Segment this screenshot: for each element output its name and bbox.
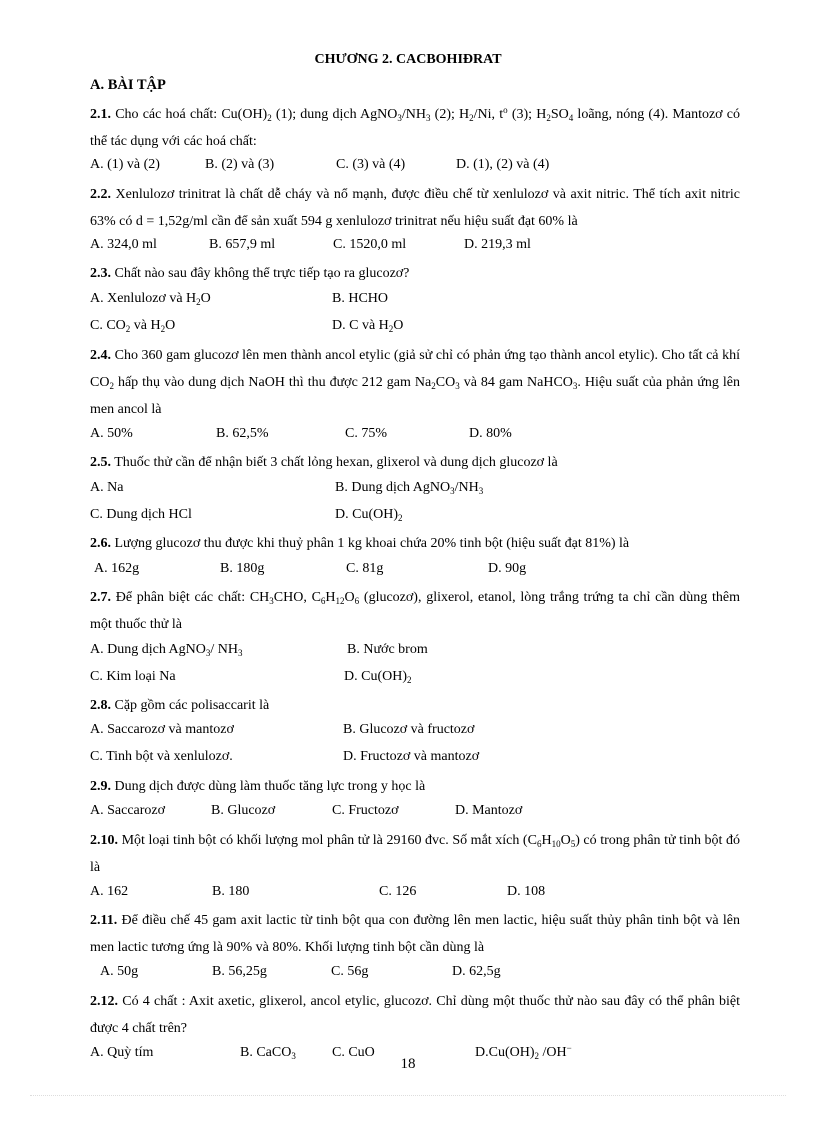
option-c[interactable]: C. Tinh bột và xenlulozơ.: [90, 749, 233, 764]
option-d[interactable]: D. $Cu(OH)_2$: [335, 507, 403, 523]
question-number: 2.12.: [90, 994, 118, 1009]
question-number: 2.10.: [90, 833, 118, 848]
options-2-11: [90, 964, 750, 984]
option-a[interactable]: A. 50g: [100, 964, 139, 979]
question-number: 2.8.: [90, 698, 111, 713]
option-a[interactable]: A. Dung dịch AgNO$_3$/ $NH_3$: [90, 642, 243, 658]
options-2-8-row2: [90, 749, 750, 769]
option-c[interactable]: C. Dung dịch HCl: [90, 507, 192, 522]
question-number: 2.6.: [90, 536, 111, 551]
options-2-5-row2: [90, 507, 750, 527]
options-2-3-row2: [90, 318, 750, 338]
option-a[interactable]: A. 50%: [90, 426, 133, 441]
question-2-4: 2.4. Cho 360 gam glucozơ lên men thành ancol etylic (giả sử chỉ có phản ứng tạo thành ancol etylic). Cho tất cả khí $CO_2$ hấp thụ vào dung dịch NaOH thì thu được 212 gam $Na_2CO_3$ và 84 gam NaHCO$_3$. Hiệu suất của phản ứng lên men ancol là: [90, 348, 741, 417]
option-a[interactable]: A. 162: [90, 884, 129, 899]
options-2-9: [90, 803, 750, 823]
question-text: Để điều chế 45 gam axit lactic từ tinh bột qua con đường lên men lactic, hiệu suất thủy phân tinh bột và lên men lactic tương ứng là 90% và 80%. Khối lượng tinh bột cần dùng là: [90, 913, 741, 955]
options-2-10: [90, 884, 750, 904]
question-2-9: [90, 773, 740, 800]
option-b[interactable]: B. Glucozơ: [211, 803, 276, 818]
option-c[interactable]: C. CuO: [332, 1045, 375, 1060]
option-d[interactable]: D. 62,5g: [452, 964, 501, 979]
option-c[interactable]: C. $CO_2$ và $H_2O$: [90, 318, 176, 334]
question-2-2: [90, 181, 740, 235]
question-number: 2.3.: [90, 266, 111, 281]
question-text: Cặp gồm các polisaccarit là: [114, 698, 270, 713]
option-b[interactable]: B. 180: [212, 884, 250, 899]
question-number: 2.5.: [90, 455, 111, 470]
option-d[interactable]: D. (1), (2) và (4): [456, 157, 550, 172]
option-c[interactable]: C. 56g: [331, 964, 369, 979]
question-number: 2.4.: [90, 348, 111, 363]
question-2-8: [90, 692, 740, 719]
option-c[interactable]: C. Kim loại Na: [90, 669, 176, 684]
option-d[interactable]: D. 80%: [469, 426, 512, 441]
option-a[interactable]: A. 324,0 ml: [90, 237, 157, 252]
question-text: Xenlulozơ trinitrat là chất dễ cháy và nổ mạnh, được điều chế từ xenlulozơ và axit nitric. Thể tích axit nitric 63% có d = 1,52g/ml cần để sản xuất 594 g xenlulozơ trinitrat nếu hiệu suất đạt 60% là: [90, 187, 740, 229]
option-d[interactable]: D. C và $H_2O$: [332, 318, 404, 334]
footer-divider: [30, 1095, 786, 1096]
option-a[interactable]: A. Na: [90, 480, 124, 495]
question-2-1: 2.1. Cho các hoá chất: $Cu(OH)_2$ (1); dung dịch $AgNO_3/NH_3$ (2); $H_2/Ni$, $t^o$ (3); $H_2SO_4$ loãng, nóng (4). Mantozơ có thể tác dụng với các hoá chất:: [90, 105, 740, 149]
options-2-1: [90, 157, 750, 177]
question-2-11: [90, 907, 740, 961]
option-b[interactable]: B. 62,5%: [216, 426, 269, 441]
option-c[interactable]: C. 75%: [345, 426, 387, 441]
option-d[interactable]: D. Fructozơ và mantozơ: [343, 749, 480, 764]
option-b[interactable]: B. CaCO$_3$: [240, 1045, 296, 1061]
question-number: 2.11.: [90, 913, 118, 928]
question-text: Lượng glucozơ thu được khi thuỷ phân 1 kg khoai chứa 20% tinh bột (hiệu suất đạt 81%) là: [114, 536, 630, 551]
option-a[interactable]: A. Quỳ tím: [90, 1045, 154, 1060]
question-2-12: [90, 988, 740, 1042]
question-2-10: 2.10. Một loại tinh bột có khối lượng mol phân tử là 29160 đvc. Số mắt xích $(C_6H_{10}O_5)$ có trong phân tử tinh bột đó là: [90, 833, 740, 875]
option-d[interactable]: $D.Cu(OH)_2$ /OH−: [475, 1043, 572, 1061]
option-c[interactable]: C. 1520,0 ml: [333, 237, 407, 252]
option-a[interactable]: A. Saccarozơ và mantozơ: [90, 722, 234, 737]
question-2-3: [90, 260, 740, 287]
options-2-5-row1: [90, 480, 750, 500]
option-b[interactable]: B. 180g: [220, 561, 265, 576]
options-2-8-row1: [90, 722, 750, 742]
options-2-4: [90, 426, 750, 446]
chapter-title: CHƯƠNG 2. CACBOHIĐRAT: [314, 52, 502, 67]
options-2-7-row1: [90, 642, 750, 662]
option-b[interactable]: B. (2) và (3): [205, 157, 275, 172]
option-c[interactable]: C. 81g: [346, 561, 384, 576]
option-b[interactable]: B. 56,25g: [212, 964, 267, 979]
question-2-7: 2.7. Để phân biệt các chất: $CH_3CHO$, $C_6H_{12}O_6$ (glucozơ), glixerol, etanol, lòng trắng trứng ta chỉ cần dùng thêm một thuốc thử là: [90, 590, 741, 632]
option-a[interactable]: A. Saccarozơ: [90, 803, 166, 818]
question-text: Có 4 chất : Axit axetic, glixerol, ancol etylic, glucozơ. Chỉ dùng một thuốc thử nào sau đây có thể phân biệt được 4 chất trên?: [90, 994, 741, 1036]
question-number: 2.9.: [90, 779, 111, 794]
question-text: Dung dịch được dùng làm thuốc tăng lực trong y học là: [114, 779, 426, 794]
option-d[interactable]: D. Mantozơ: [455, 803, 523, 818]
option-a[interactable]: A. (1) và (2): [90, 157, 160, 172]
option-a[interactable]: A. 162g: [94, 561, 140, 576]
option-b[interactable]: B. 657,9 ml: [209, 237, 276, 252]
option-b[interactable]: B. Glucozơ và fructozơ: [343, 722, 475, 737]
option-d[interactable]: D. 90g: [488, 561, 527, 576]
question-number: 2.7.: [90, 590, 111, 605]
options-2-3-row1: [90, 291, 750, 311]
option-d[interactable]: D. 219,3 ml: [464, 237, 531, 252]
page-number: 18: [400, 1056, 416, 1072]
options-2-7-row2: [90, 669, 750, 689]
option-c[interactable]: C. (3) và (4): [336, 157, 406, 172]
option-d[interactable]: D. 108: [507, 884, 546, 899]
question-2-6: [90, 530, 740, 557]
option-c[interactable]: C. 126: [379, 884, 417, 899]
question-2-5: [90, 449, 740, 476]
question-number: 2.2.: [90, 187, 111, 202]
option-b[interactable]: B. HCHO: [332, 291, 389, 306]
options-2-2: [90, 237, 750, 257]
option-b[interactable]: B. Nước brom: [347, 642, 428, 657]
option-c[interactable]: C. Fructozơ: [332, 803, 399, 818]
section-title: A. BÀI TẬP: [90, 77, 166, 93]
question-text: Chất nào sau đây không thể trực tiếp tạo ra glucozơ?: [114, 266, 410, 281]
question-text: Thuốc thử cần để nhận biết 3 chất lỏng hexan, glixerol và dung dịch glucozơ là: [114, 455, 558, 470]
option-d[interactable]: D. $Cu(OH)_2$: [344, 669, 412, 685]
options-2-6: [90, 561, 750, 581]
question-number: 2.1.: [90, 107, 111, 122]
option-b[interactable]: B. Dung dịch $AgNO_3/NH_3$: [335, 480, 484, 496]
option-a[interactable]: A. Xenlulozơ và $H_2O$: [90, 291, 211, 307]
